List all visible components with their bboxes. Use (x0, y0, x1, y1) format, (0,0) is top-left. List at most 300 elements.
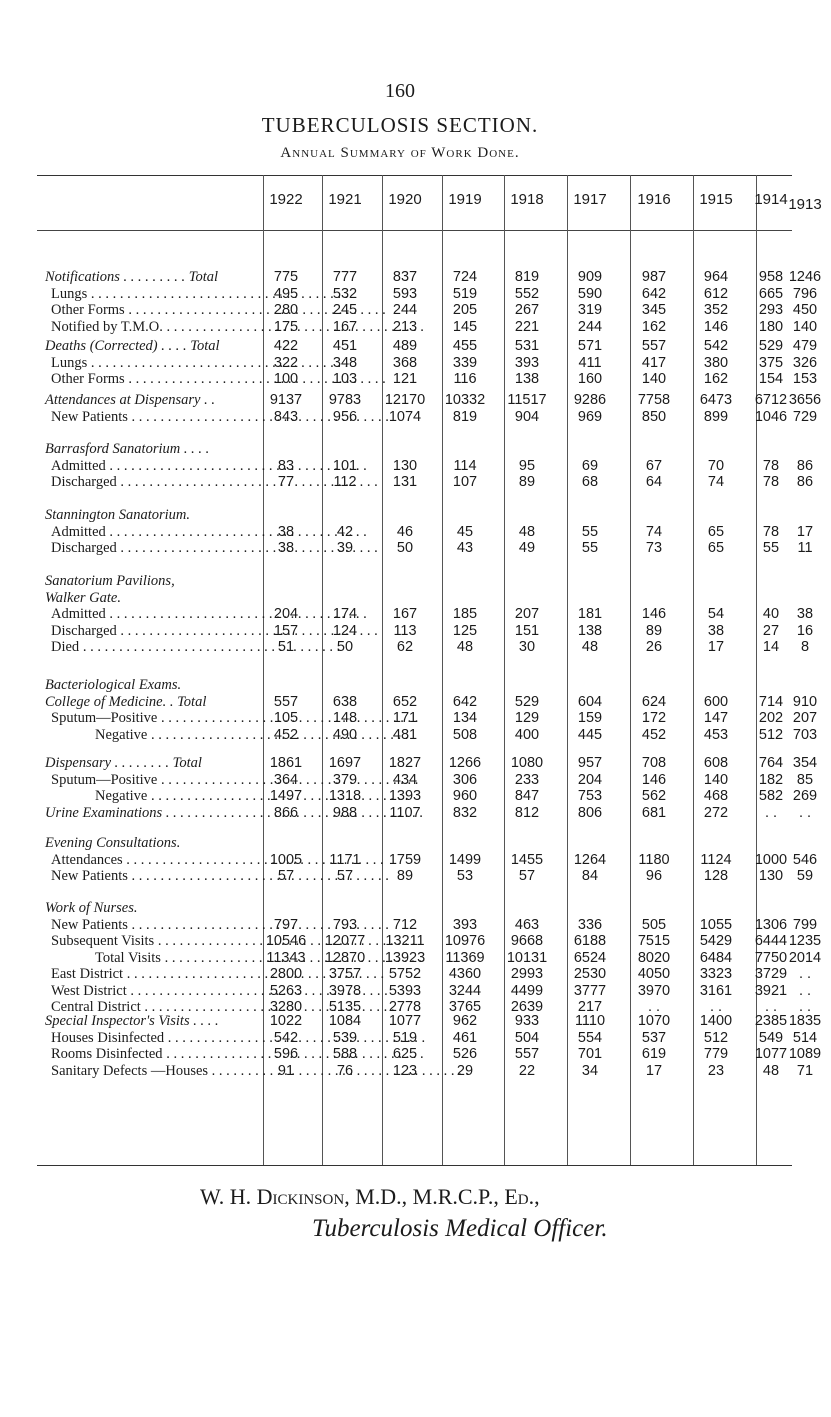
table-top-rule (37, 175, 792, 176)
cell-value: 134 (452, 710, 478, 726)
cell-value: 6712 (754, 392, 788, 408)
cell-value: 866 (273, 804, 299, 821)
cell-value: 1266 (448, 755, 482, 771)
cell-value: 11 (797, 540, 813, 556)
cell-value: 26 (645, 639, 663, 655)
cell-value: 557 (514, 1046, 540, 1062)
cell-value: 12077 (324, 933, 366, 949)
cell-value: 512 (758, 726, 784, 743)
cell-value: 345 (641, 302, 667, 318)
cell-value: 9286 (573, 392, 607, 408)
cell-value: 162 (703, 371, 729, 387)
row-label-text: New Patients (51, 916, 128, 933)
year-header: 1920 (388, 191, 422, 208)
cell-value: 608 (703, 755, 729, 771)
year-header: 1917 (573, 191, 607, 208)
row-label-text: Lungs (51, 354, 88, 371)
cell-value: 796 (792, 285, 818, 302)
cell-value: 49 (518, 540, 536, 556)
cell-value: 10976 (444, 933, 486, 949)
cell-value: 445 (577, 726, 603, 743)
cell-value: 42 (336, 523, 354, 540)
cell-value: 153 (792, 371, 818, 387)
cell-value: 512 (703, 1029, 729, 1046)
cell-value: 53 (456, 868, 474, 884)
row-label (51, 933, 266, 949)
cell-value: 837 (392, 269, 418, 285)
cell-value: 701 (577, 1046, 603, 1062)
cell-value: 452 (273, 726, 299, 743)
cell-value: 490 (332, 726, 358, 743)
cell-value: 64 (645, 474, 663, 490)
cell-value: 140 (792, 318, 818, 335)
row-label-text: Negative (95, 788, 148, 804)
cell-value: 8020 (637, 949, 671, 966)
cell-value: 590 (577, 285, 603, 302)
cell-value: 3323 (699, 966, 733, 982)
cell-value: 9783 (328, 392, 362, 408)
cell-value: 526 (452, 1046, 478, 1062)
row-label (51, 606, 266, 622)
cell-value: 95 (518, 457, 536, 474)
cell-value: 2639 (510, 999, 544, 1015)
cell-value: 4360 (448, 966, 482, 982)
cell-value: 83 (277, 457, 295, 474)
cell-value: 78 (762, 457, 780, 474)
cell-value: . . (798, 966, 812, 982)
cell-value: . . (798, 982, 812, 999)
cell-value: 508 (452, 726, 478, 743)
cell-value: 38 (707, 622, 725, 639)
cell-value: 1697 (328, 755, 362, 771)
cell-value: 65 (707, 540, 725, 556)
cell-value: 681 (641, 804, 667, 821)
cell-value: 71 (796, 1062, 814, 1079)
row-label (51, 409, 266, 425)
cell-value: 30 (518, 639, 536, 655)
cell-value: 455 (452, 338, 478, 354)
cell-value: 5429 (699, 933, 733, 949)
cell-value: 969 (577, 408, 603, 425)
row-label-text: Sanitary Defects —Houses (51, 1062, 209, 1079)
cell-value: . . (798, 804, 812, 821)
cell-value: 3244 (448, 982, 482, 999)
cell-value: 960 (452, 788, 478, 804)
cell-value: 146 (703, 318, 729, 335)
cell-value: 777 (332, 269, 358, 285)
cell-value: 181 (577, 606, 603, 622)
cell-value: 468 (703, 788, 729, 804)
cell-value: 140 (703, 771, 729, 788)
cell-value: 89 (518, 474, 536, 490)
cell-value: 138 (514, 371, 540, 387)
row-label-text: College of Medicine. . Total (45, 693, 207, 710)
row-label (45, 805, 260, 821)
cell-value: 160 (577, 371, 603, 387)
cell-value: 1005 (269, 851, 303, 868)
cell-value: 5393 (388, 982, 422, 999)
cell-value: 847 (514, 788, 540, 804)
cell-value: 221 (514, 318, 540, 335)
signature-title: Tuberculosis Medical Officer. (312, 1215, 608, 1242)
cell-value: 624 (641, 693, 667, 710)
summary-table (37, 175, 822, 1175)
cell-value: 417 (641, 354, 667, 371)
cell-value: 379 (332, 771, 358, 788)
group-heading: Barrasford Sanatorium . . . . (45, 441, 210, 457)
row-label-text: Other Forms (51, 371, 125, 387)
cell-value: 479 (792, 338, 818, 354)
row-label-text: Sputum—Positive (51, 771, 158, 788)
row-label-text: Discharged (51, 622, 117, 639)
cell-value: 797 (273, 916, 299, 933)
group-heading: Work of Nurses. (45, 900, 138, 916)
cell-value: 11517 (507, 392, 547, 408)
cell-value: 11369 (445, 949, 485, 966)
cell-value: 14 (762, 639, 780, 655)
cell-value: 267 (514, 302, 540, 318)
cell-value: 4499 (510, 982, 544, 999)
cell-value: 185 (452, 606, 478, 622)
cell-value: 642 (641, 285, 667, 302)
cell-value: 5135 (328, 999, 362, 1015)
cell-value: 68 (581, 474, 599, 490)
cell-value: 1180 (638, 851, 670, 868)
cell-value: 519 (392, 1029, 418, 1046)
row-label-text: Admitted (51, 606, 106, 622)
cell-value: 146 (641, 606, 667, 622)
cell-value: 74 (707, 474, 725, 490)
cell-value: 708 (641, 755, 667, 771)
cell-value: 57 (518, 868, 536, 884)
cell-value: 96 (645, 868, 663, 884)
cell-value: 819 (452, 408, 478, 425)
cell-value: 11343 (266, 949, 306, 966)
cell-value: 50 (336, 639, 354, 655)
row-label-text: Attendances at Dispensary . . (45, 392, 215, 408)
cell-value: 159 (577, 710, 603, 726)
cell-value: 48 (456, 639, 474, 655)
row-label (51, 710, 266, 726)
cell-value: 174 (332, 606, 358, 622)
cell-value: 76 (336, 1062, 354, 1079)
cell-value: 1861 (269, 755, 303, 771)
cell-value: 55 (581, 523, 599, 540)
cell-value: 124 (332, 622, 358, 639)
cell-value: 3978 (328, 982, 362, 999)
cell-value: 43 (456, 540, 474, 556)
row-label-text: Notifications . . . . . . . . . Total (45, 269, 219, 285)
cell-value: 665 (758, 285, 784, 302)
cell-value: 1499 (448, 851, 482, 868)
cell-value: 293 (758, 302, 784, 318)
cell-value: 89 (645, 622, 663, 639)
cell-value: 554 (577, 1029, 603, 1046)
year-header: 1921 (328, 191, 362, 208)
row-label-text: Sputum—Positive (51, 710, 158, 726)
cell-value: 1110 (574, 1013, 606, 1029)
cell-value: 557 (273, 693, 299, 710)
cell-value: 48 (518, 523, 536, 540)
cell-value: 588 (332, 1046, 358, 1062)
cell-value: 461 (452, 1029, 478, 1046)
cell-value: 812 (514, 804, 540, 821)
row-label-text: Admitted (51, 523, 106, 540)
cell-value: 529 (514, 693, 540, 710)
cell-value: 368 (392, 354, 418, 371)
cell-value: 6484 (699, 949, 733, 966)
cell-value: 3970 (637, 982, 671, 999)
cell-value: 306 (452, 771, 478, 788)
row-label-text: Admitted (51, 457, 106, 474)
cell-value: 5263 (269, 982, 303, 999)
row-label (51, 286, 266, 302)
cell-value: 642 (452, 693, 478, 710)
cell-value: 280 (273, 302, 299, 318)
cell-value: 113 (393, 622, 417, 639)
table-bottom-rule (37, 1165, 792, 1166)
cell-value: 593 (392, 285, 418, 302)
cell-value: . . (647, 999, 661, 1015)
row-label-text: Total Visits (95, 949, 161, 966)
cell-value: 339 (452, 354, 478, 371)
cell-value: 17 (796, 523, 814, 540)
cell-value: 596 (273, 1046, 299, 1062)
cell-value: 3161 (699, 982, 733, 999)
cell-value: 73 (645, 540, 663, 556)
cell-value: 12870 (324, 949, 366, 966)
cell-value: 542 (273, 1029, 299, 1046)
cell-value: 65 (707, 523, 725, 540)
cell-value: 1124 (700, 851, 732, 868)
cell-value: 549 (758, 1029, 784, 1046)
group-heading: Stannington Sanatorium. (45, 507, 191, 523)
cell-value: 779 (703, 1046, 729, 1062)
cell-value: 13211 (385, 933, 425, 949)
cell-value: 546 (792, 851, 818, 868)
cell-value: 146 (641, 771, 667, 788)
row-label (51, 371, 266, 387)
row-label-text: Subsequent Visits (51, 933, 155, 949)
cell-value: 123 (392, 1062, 418, 1079)
row-label (51, 524, 266, 540)
cell-value: 8 (800, 639, 810, 655)
cell-value: 1077 (754, 1046, 788, 1062)
cell-value: 1235 (788, 933, 822, 949)
row-label (51, 966, 266, 982)
group-heading: Bacteriological Exams. (45, 677, 182, 693)
row-label (51, 302, 266, 318)
cell-value: 114 (453, 457, 477, 474)
cell-value: 1264 (573, 851, 607, 868)
cell-value: 78 (762, 474, 780, 490)
cell-value: 2800 (269, 966, 303, 982)
cell-value: 7758 (637, 392, 671, 408)
cell-value: 10332 (444, 392, 486, 408)
cell-value: 207 (792, 710, 818, 726)
cell-value: 59 (796, 868, 814, 884)
cell-value: 562 (641, 788, 667, 804)
cell-value: 125 (452, 622, 478, 639)
cell-value: 904 (514, 408, 540, 425)
cell-value: 850 (641, 408, 667, 425)
cell-value: 531 (514, 338, 540, 354)
cell-value: 3280 (269, 999, 303, 1015)
row-label (51, 983, 266, 999)
cell-value: 962 (452, 1013, 478, 1029)
cell-value: 130 (758, 868, 784, 884)
cell-value: 6473 (699, 392, 733, 408)
cell-value: 182 (758, 771, 784, 788)
cell-value: 62 (396, 639, 414, 655)
cell-value: 3765 (448, 999, 482, 1015)
cell-value: 638 (332, 693, 358, 710)
cell-value: 78 (762, 523, 780, 540)
cell-value: 1393 (388, 788, 422, 804)
cell-value: 1246 (788, 269, 822, 285)
cell-value: 775 (273, 269, 299, 285)
cell-value: 336 (577, 916, 603, 933)
row-label (51, 1063, 266, 1079)
cell-value: 1080 (510, 755, 544, 771)
row-label-text: East District (51, 966, 124, 982)
cell-value: 107 (452, 474, 478, 490)
row-label (51, 868, 266, 884)
row-label-text: Attendances (51, 851, 123, 868)
cell-value: 138 (577, 622, 603, 639)
cell-value: 89 (396, 868, 414, 884)
cell-value: 2530 (573, 966, 607, 982)
cell-value: 319 (577, 302, 603, 318)
section-title: TUBERCULOSIS SECTION. (261, 113, 539, 137)
cell-value: 3757 (328, 966, 362, 982)
row-label-text: Houses Disinfected (51, 1029, 165, 1046)
cell-value: 6188 (573, 933, 607, 949)
cell-value: 140 (641, 371, 667, 387)
cell-value: 38 (277, 540, 295, 556)
cell-value: 1759 (388, 851, 422, 868)
cell-value: 51 (277, 639, 295, 655)
cell-value: 233 (514, 771, 540, 788)
cell-value: 45 (456, 523, 474, 540)
year-header: 1913 (788, 196, 822, 213)
cell-value: 74 (645, 523, 663, 540)
cell-value: 532 (332, 285, 358, 302)
row-label-text: New Patients (51, 408, 128, 425)
row-label-text: Deaths (Corrected) . . . . Total (45, 338, 220, 354)
cell-value: 244 (392, 302, 418, 318)
cell-value: 1084 (328, 1013, 362, 1029)
cell-value: 1000 (754, 851, 788, 868)
cell-value: 154 (758, 371, 784, 387)
cell-value: 964 (703, 269, 729, 285)
cell-value: 9668 (510, 933, 544, 949)
row-label-text: Died (51, 639, 80, 655)
cell-value: 1318 (328, 788, 362, 804)
cell-value: 162 (641, 318, 667, 335)
row-label (45, 1013, 260, 1029)
cell-value: 557 (641, 338, 667, 354)
cell-value: 84 (581, 868, 599, 884)
row-label-text: New Patients (51, 868, 128, 884)
cell-value: 38 (277, 523, 295, 540)
cell-value: 9137 (269, 392, 303, 408)
cell-value: 326 (792, 354, 818, 371)
cell-value: 129 (514, 710, 540, 726)
cell-value: 151 (514, 622, 540, 639)
cell-value: 131 (392, 474, 418, 490)
row-label (51, 540, 266, 556)
cell-value: 987 (641, 269, 667, 285)
group-heading: Walker Gate. (45, 589, 121, 606)
cell-value: 172 (641, 710, 667, 726)
cell-value: 354 (792, 755, 818, 771)
cell-value: 48 (581, 639, 599, 655)
cell-value: 128 (703, 868, 729, 884)
cell-value: 957 (577, 755, 603, 771)
cell-value: 103 (332, 371, 358, 387)
cell-value: 451 (332, 338, 358, 354)
cell-value: 450 (792, 302, 818, 318)
cell-value: 3777 (573, 982, 607, 999)
cell-value: 712 (392, 916, 418, 933)
cell-value: 505 (641, 916, 667, 933)
cell-value: 121 (392, 371, 418, 387)
cell-value: 77 (277, 474, 295, 490)
row-label-text: Discharged (51, 540, 117, 556)
cell-value: 1835 (788, 1013, 822, 1029)
cell-value: 148 (332, 710, 358, 726)
cell-value: 67 (645, 457, 663, 474)
cell-value: 537 (641, 1029, 667, 1046)
cell-value: 13923 (384, 949, 426, 966)
row-label-text: Central District (51, 999, 141, 1015)
row-label-text: Other Forms (51, 302, 125, 318)
group-heading: Evening Consultations. (45, 835, 181, 851)
cell-value: 1306 (754, 916, 788, 933)
cell-value: 375 (758, 354, 784, 371)
row-label (51, 623, 266, 639)
cell-value: 348 (332, 354, 358, 371)
cell-value: 819 (514, 269, 540, 285)
cell-value: 57 (277, 868, 295, 884)
cell-value: 625 (392, 1046, 418, 1062)
cell-value: 130 (392, 457, 418, 474)
cell-value: 207 (514, 606, 540, 622)
row-label (51, 639, 266, 655)
row-label (51, 1046, 266, 1062)
cell-value: 958 (758, 269, 784, 285)
cell-value: 50 (396, 540, 414, 556)
cell-value: 3921 (754, 982, 788, 999)
cell-value: 145 (452, 318, 478, 335)
cell-value: 85 (796, 771, 814, 788)
cell-value: 213 (392, 318, 418, 335)
cell-value: . . (764, 804, 778, 821)
cell-value: 988 (332, 804, 358, 821)
cell-value: 157 (273, 622, 299, 639)
cell-value: 57 (336, 868, 354, 884)
row-label (51, 458, 266, 474)
cell-value: 552 (514, 285, 540, 302)
cell-value: 843 (273, 408, 299, 425)
cell-value: 205 (452, 302, 478, 318)
cell-value: 171 (392, 710, 418, 726)
cell-value: 1046 (754, 408, 788, 425)
cell-value: . . (764, 999, 778, 1015)
row-label (51, 772, 266, 788)
cell-value: 380 (703, 354, 729, 371)
